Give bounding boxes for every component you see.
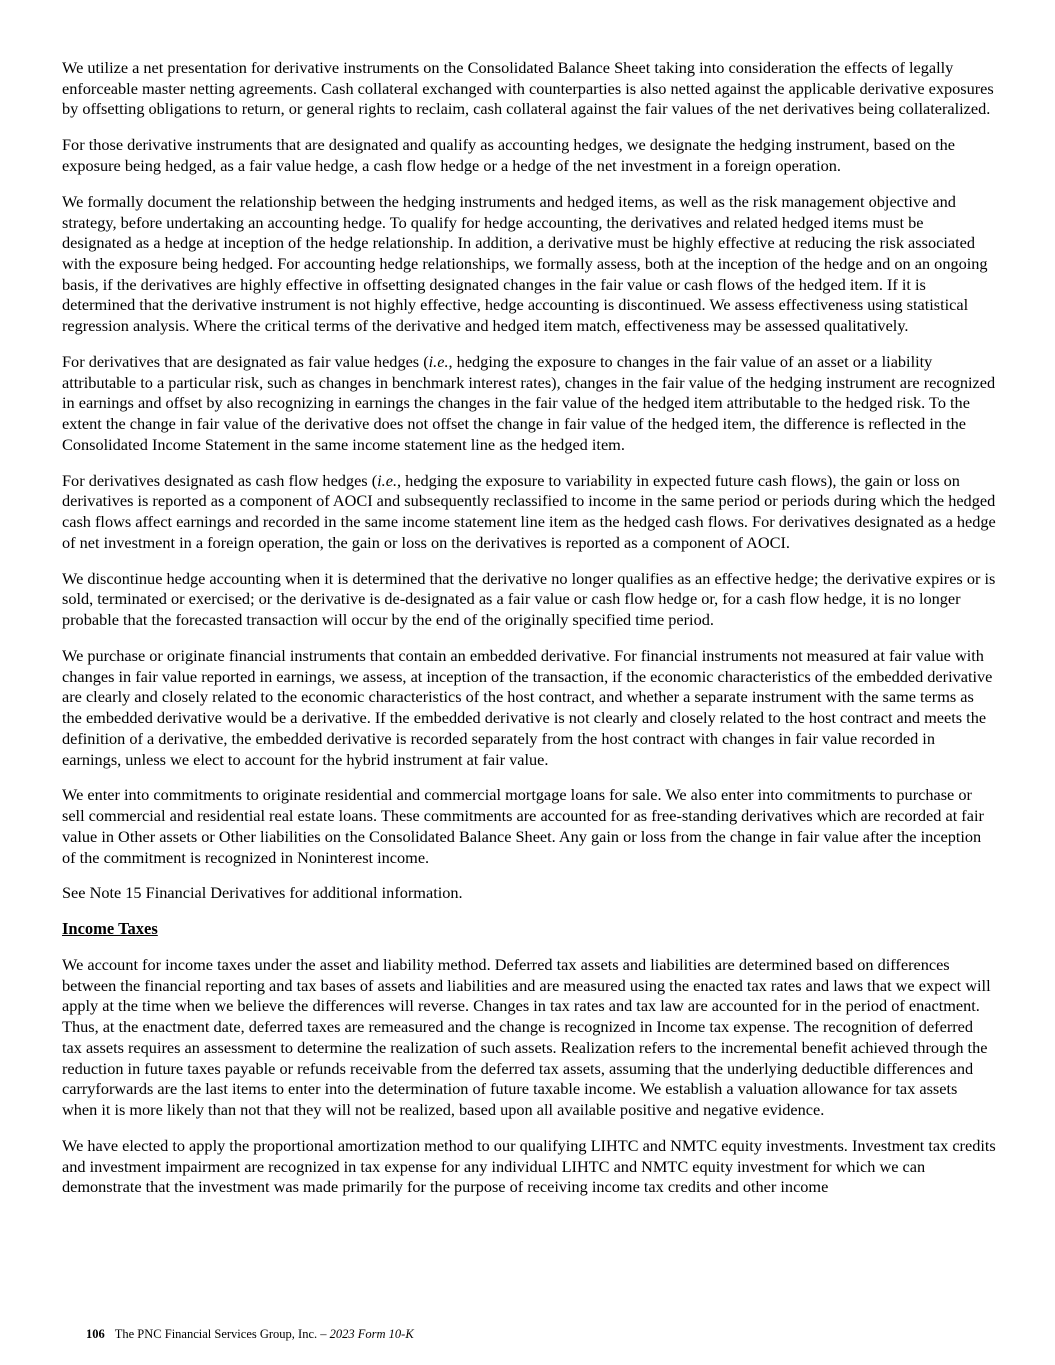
document-body xyxy=(62,58,996,1213)
paragraph-net-presentation: We utilize a net presentation for derivative instruments on the Consolidated Balance Sheet taking into consideration the effects of legally enforceable master netting agreements. Cash collateral exchanged with counterparties is also netted against the applicable derivative exposures by offsetting obligations to return, or general rights to reclaim, cash collateral against the fair values of the net derivatives being collateralized. xyxy=(62,58,994,119)
page-number: 106 xyxy=(86,1327,105,1341)
paragraph-fair-value-hedges xyxy=(62,352,996,456)
paragraph-discontinue-hedge: We discontinue hedge accounting when it is determined that the derivative no longer qualifies as an effective hedge; the derivative expires or is sold, terminated or exercised; or the derivative is de-designated as a fair value or cash flow hedge or, for a cash flow hedge, it is no longer probable that the forecasted transaction will occur by the end of the originally specified time period. xyxy=(62,568,996,630)
text-segment: For derivatives designated as cash flow hedges ( xyxy=(62,470,378,490)
paragraph-commitments: We enter into commitments to originate residential and commercial mortgage loans for sale. We also enter into commitments to purchase or sell commercial and residential real estate loans. These commitments are accounted for as free-standing derivatives which are recorded at fair value in Other assets or Other liabilities on the Consolidated Balance Sheet. Any gain or loss from the change in fair value after the inception of the commitment is recognized in Noninterest income. xyxy=(62,785,984,867)
footer-form: 2023 Form 10-K xyxy=(329,1327,414,1341)
paragraph-embedded-derivative: We purchase or originate financial instruments that contain an embedded derivative. For financial instruments not measured at fair value with changes in fair value reported in earnings, we assess, at inception of the transaction, if the economic characteristics of the embedded derivative are clearly and closely related to the economic characteristics of the host contract, and whether a separate instrument with the same terms as the embedded derivative would be a derivative. If the embedded derivative is not clearly and closely related to the host contract and meets the definition of a derivative, the embedded derivative is recorded separately from the host contract with changes in fair value recorded in earnings, unless we elect to account for the hybrid instrument at fair value. xyxy=(62,646,993,769)
italic-ie: i.e. xyxy=(377,470,398,490)
paragraph-hedge-documentation: We formally document the relationship between the hedging instruments and hedged items, as well as the risk management objective and strategy, before undertaking an accounting hedge. To qualify for hedge accounting, the derivatives and related hedged items must be designated as a hedge at inception of the hedge relationship. In addition, a derivative must be highly effective at reducing the risk associated with the exposure being hedged. For accounting hedge relationships, we formally assess, both at the inception of the hedge and on an ongoing basis, if the derivatives are highly effective in offsetting designated changes in the fair value or cash flows of the hedged item. If it is determined that the derivative instrument is not highly effective, hedge accounting is discontinued. We assess effectiveness using statistical regression analysis. Where the critical terms of the derivative and hedged item match, effectiveness may be assessed qualitatively. xyxy=(62,191,988,336)
text-segment: For derivatives that are designated as fair value hedges ( xyxy=(62,352,429,371)
paragraph-cash-flow-hedges xyxy=(62,471,996,554)
section-heading-income-taxes: Income Taxes xyxy=(62,919,158,939)
page-footer xyxy=(86,1327,414,1342)
paragraph-income-taxes: We account for income taxes under the asset and liability method. Deferred tax assets and liabilities are determined based on differences between the financial reporting and tax bases of assets and liabilities and are measured using the enacted tax rates and laws that we expect will apply at the time when we believe the differences will reverse. Changes in tax rates and tax law are accounted for in the period of enactment. Thus, at the enactment date, deferred taxes are remeasured and the change is recognized in Income tax expense. The recognition of deferred tax assets requires an assessment to determine the realization of such assets. Realization refers to the incremental benefit achieved through the reduction in future taxes payable or refunds receivable from the deferred tax assets, assuming that the underlying deductible differences and carryforwards are the last items to enter into the determination of future taxable income. We establish a valuation allowance for tax assets when it is more likely than not that they will not be realized, based upon all available positive and negative evidence. xyxy=(62,955,991,1119)
text-segment: , hedging the exposure to variability in expected future cash flows), the gain or loss on derivatives is reported as a component of AOCI and subsequently reclassified to income in the same period or periods during which the hedged cash flows affect earnings and recorded in the same income statement line item as the hedged cash flows. For derivatives designated as a hedge of net investment in a foreign operation, the gain or loss on the derivatives is reported as a component of AOCI. xyxy=(62,470,996,552)
paragraph-see-note: See Note 15 Financial Derivatives for additional information. xyxy=(62,883,463,903)
paragraph-designated-hedges: For those derivative instruments that are designated and qualify as accounting hedges, we designate the hedging instrument, based on the exposure being hedged, as a fair value hedge, a cash flow hedge or a hedge of the net investment in a foreign operation. xyxy=(62,135,955,175)
paragraph-proportional-amortization: We have elected to apply the proportional amortization method to our qualifying LIHTC and NMTC equity investments. Investment tax credits and investment impairment are recognized in tax expense for any individual LIHTC and NMTC equity investment for which we can demonstrate that the investment was made primarily for the purpose of receiving income tax credits and other income xyxy=(62,1135,996,1197)
italic-ie: i.e. xyxy=(428,352,449,371)
footer-company: The PNC Financial Services Group, Inc. – xyxy=(114,1327,330,1341)
text-segment: , hedging the exposure to changes in the fair value of an asset or a liability attributable to a particular risk, such as changes in benchmark interest rates), changes in the fair value of the hedging instrument are recognized in earnings and offset by also recognizing in earnings the changes in the fair value of the hedged item attributable to the hedged risk. To the extent the change in fair value of the derivative does not offset the change in fair value of the hedged item, the difference is reflected in the Consolidated Income Statement in the same income statement line as the hedged item. xyxy=(62,352,996,454)
